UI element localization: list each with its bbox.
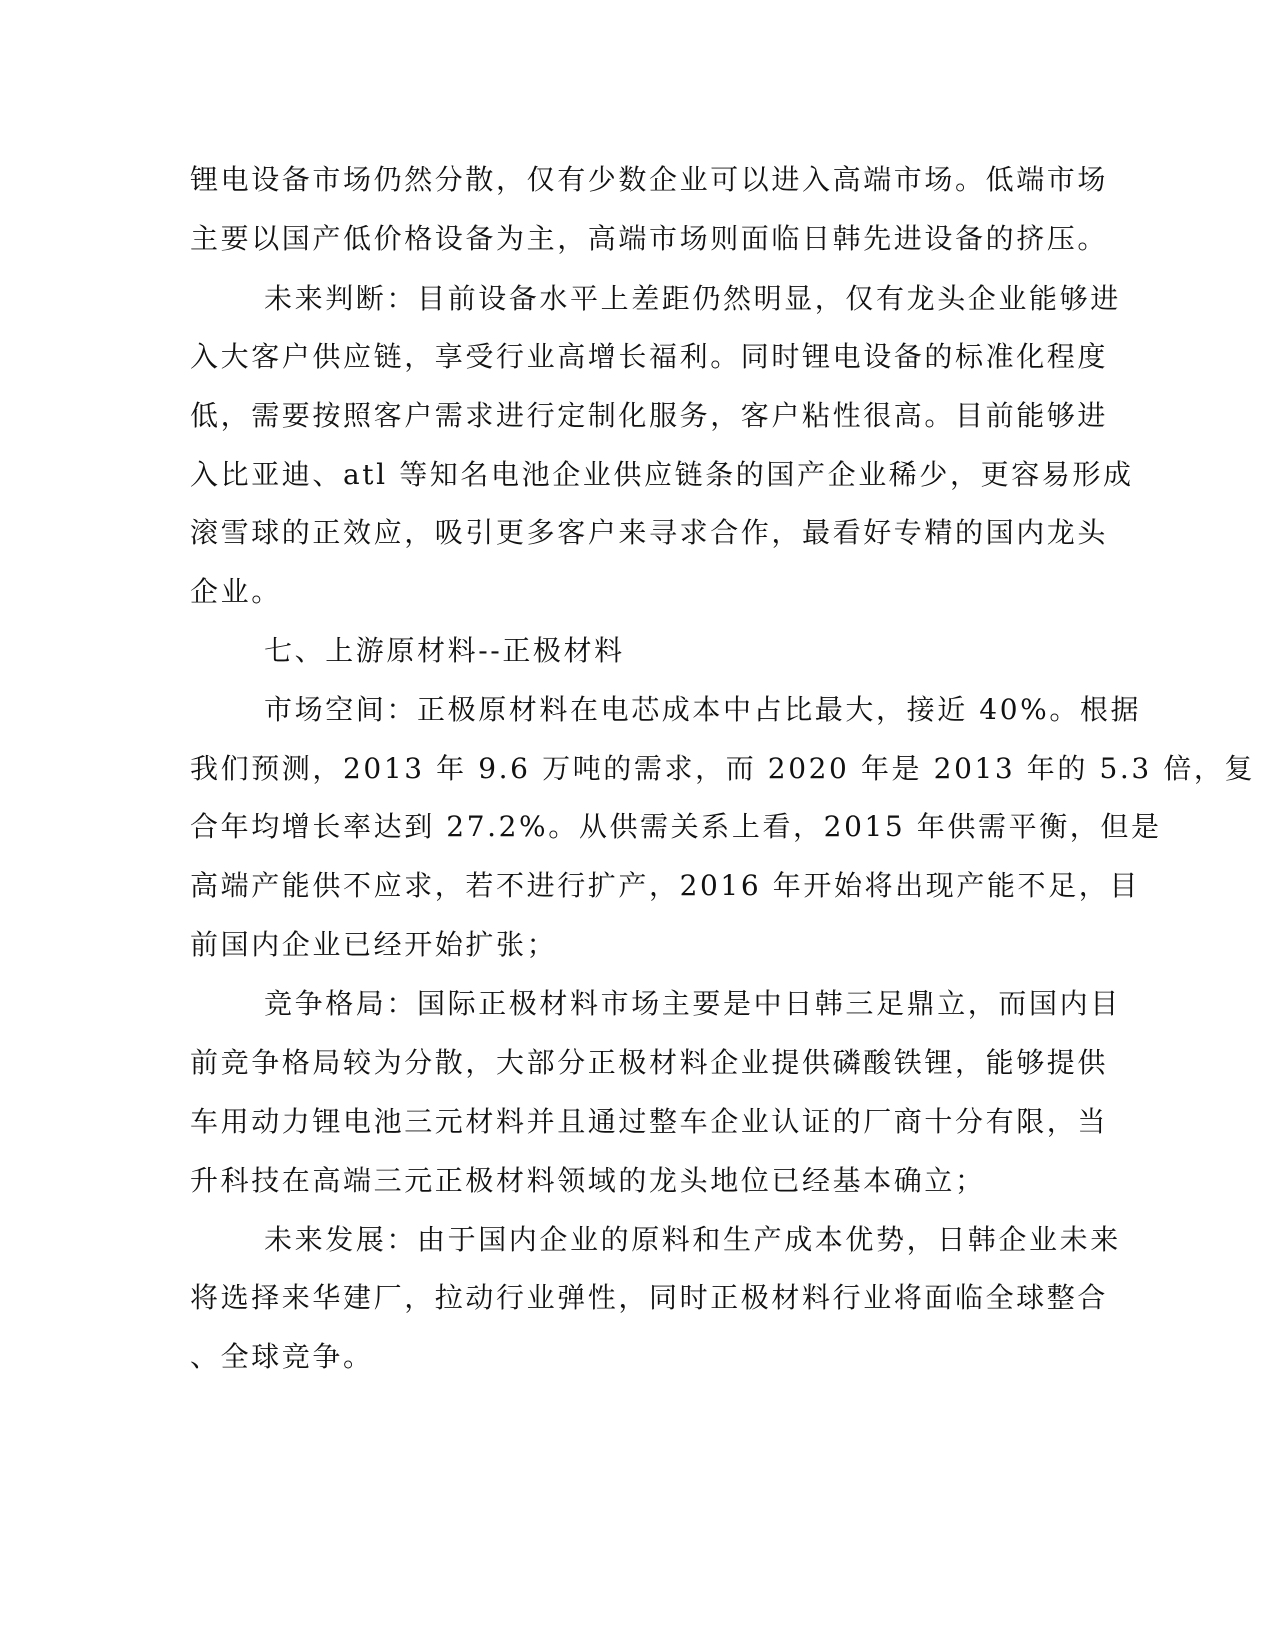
paragraph-start-line: 竞争格局：国际正极材料市场主要是中日韩三足鼎立，而国内目 <box>264 987 1121 1020</box>
text-line: 企业。 <box>190 575 282 608</box>
text-line: 前竞争格局较为分散，大部分正极材料企业提供磷酸铁锂，能够提供 <box>190 1046 1109 1079</box>
text-line: 入大客户供应链，享受行业高增长福利。同时锂电设备的标准化程度 <box>190 340 1109 373</box>
text-line: 低，需要按照客户需求进行定制化服务，客户粘性很高。目前能够进 <box>190 399 1109 432</box>
text-line: 入比亚迪、atl 等知名电池企业供应链条的国产企业稀少，更容易形成 <box>190 458 1134 491</box>
text-line: 前国内企业已经开始扩张； <box>190 928 558 961</box>
paragraph-start-line: 未来发展：由于国内企业的原料和生产成本优势，日韩企业未来 <box>264 1223 1121 1256</box>
paragraph-start-line: 市场空间：正极原材料在电芯成本中占比最大，接近 40%。根据 <box>264 693 1142 726</box>
text-line: 滚雪球的正效应，吸引更多客户来寻求合作，最看好专精的国内龙头 <box>190 516 1109 549</box>
text-line: 将选择来华建厂，拉动行业弹性，同时正极材料行业将面临全球整合 <box>190 1281 1109 1314</box>
text-line: 升科技在高端三元正极材料领域的龙头地位已经基本确立； <box>190 1164 986 1197</box>
section-heading: 七、上游原材料--正极材料 <box>264 634 625 667</box>
text-line: 锂电设备市场仍然分散，仅有少数企业可以进入高端市场。低端市场 <box>190 163 1109 196</box>
text-line: 、全球竞争。 <box>190 1340 374 1373</box>
text-line: 合年均增长率达到 27.2%。从供需关系上看，2015 年供需平衡，但是 <box>190 810 1162 843</box>
text-line: 我们预测，2013 年 9.6 万吨的需求，而 2020 年是 2013 年的 5.3 倍，复 <box>190 752 1256 785</box>
text-line: 主要以国产低价格设备为主，高端市场则面临日韩先进设备的挤压。 <box>190 222 1109 255</box>
text-line: 车用动力锂电池三元材料并且通过整车企业认证的厂商十分有限，当 <box>190 1105 1109 1138</box>
text-line: 高端产能供不应求，若不进行扩产，2016 年开始将出现产能不足，目 <box>190 869 1140 902</box>
paragraph-start-line: 未来判断：目前设备水平上差距仍然明显，仅有龙头企业能够进 <box>264 282 1121 315</box>
